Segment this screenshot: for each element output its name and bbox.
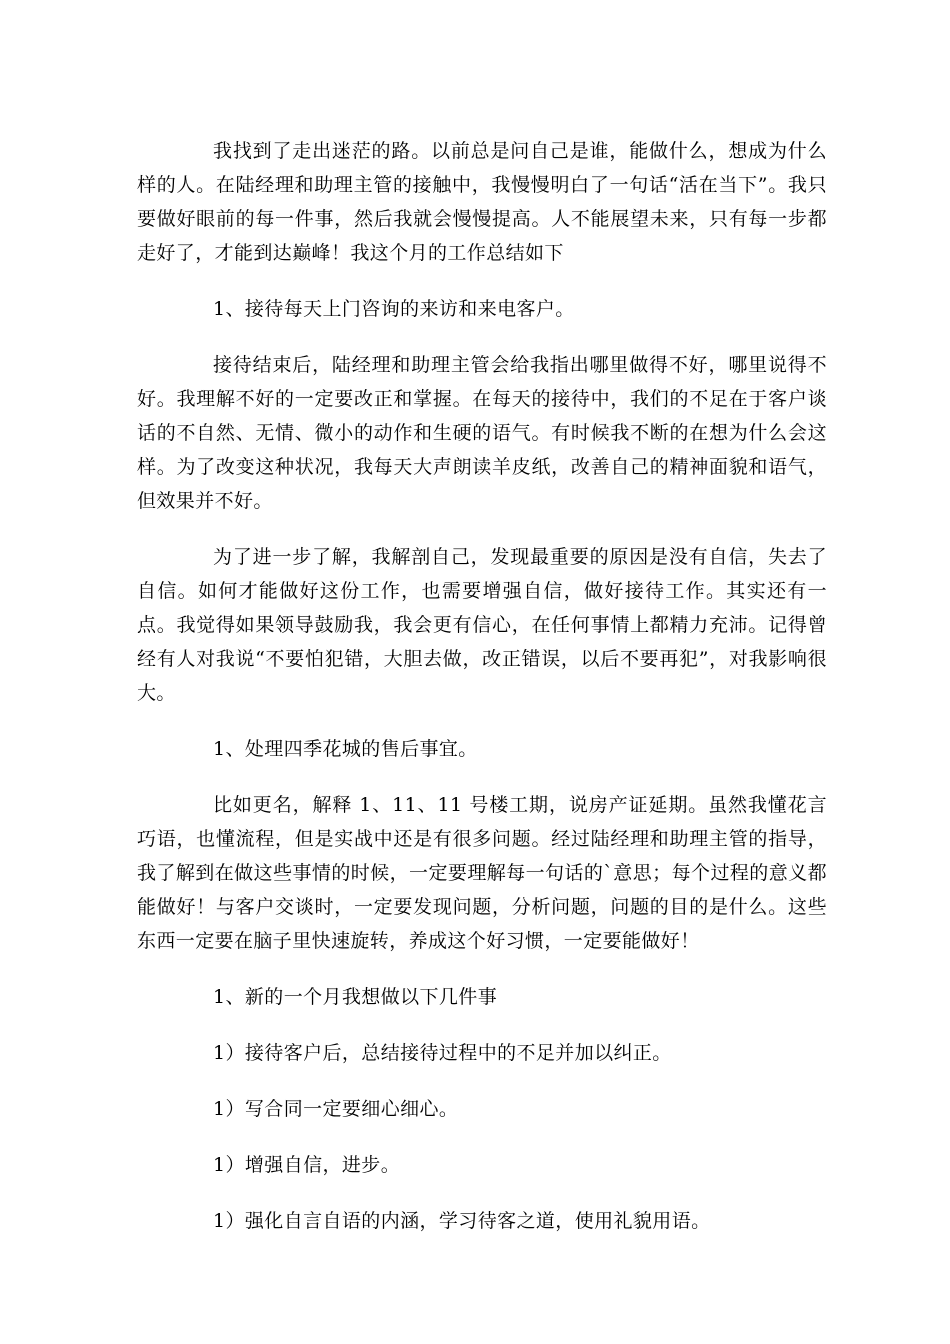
- heading-item-reception: 1、接待每天上门咨询的来访和来电客户。: [213, 298, 575, 320]
- heading-item-next-month: 1、新的一个月我想做以下几件事: [213, 986, 498, 1008]
- list-item-plan-4: 1）强化自言自语的内涵，学习待客之道，使用礼貌用语。: [213, 1210, 711, 1232]
- heading-item-after-sales: 1、处理四季花城的售后事宜。: [213, 738, 478, 760]
- list-item-plan-3: 1）增强自信，进步。: [213, 1154, 401, 1176]
- list-item-plan-2: 1）写合同一定要细心细心。: [213, 1098, 459, 1120]
- paragraph-confidence: 为了进一步了解，我解剖自己，发现最重要的原因是没有自信，失去了自信。如何才能做好这份工作，也需要增强自信，做好接待工作。其实还有一点。我觉得如果领导鼓励我，我会更有信心，在任何事情上都精力充沛。记得曾经有人对我说“不要怕犯错，大胆去做，改正错误，以后不要再犯”，对我影响很大。: [137, 546, 827, 704]
- paragraph-reception: 接待结束后，陆经理和助理主管会给我指出哪里做得不好，哪里说得不好。我理解不好的一定要改正和掌握。在每天的接待中，我们的不足在于客户谈话的不自然、无情、微小的动作和生硬的语气。有时候我不断的在想为什么会这样。为了改变这种状况，我每天大声朗读羊皮纸，改善自己的精神面貌和语气，但效果并不好。: [137, 354, 827, 512]
- paragraph-after-sales: 比如更名，解释 1、11、11 号楼工期，说房产证延期。虽然我懂花言巧语，也懂流程，但是实战中还是有很多问题。经过陆经理和助理主管的指导，我了解到在做这些事情的时候，一定要理解每一句话的`意思；每个过程的意义都能做好！与客户交谈时，一定要发现问题，分析问题，问题的目的是什么。这些东西一定要在脑子里快速旋转，养成这个好习惯，一定要能做好！: [137, 794, 827, 952]
- document-body: [137, 134, 827, 1260]
- list-item-plan-1: 1）接待客户后，总结接待过程中的不足并加以纠正。: [213, 1042, 672, 1064]
- paragraph-intro: 我找到了走出迷茫的路。以前总是问自己是谁，能做什么，想成为什么样的人。在陆经理和助理主管的接触中，我慢慢明白了一句话“活在当下”。我只要做好眼前的每一件事，然后我就会慢慢提高。人不能展望未来，只有每一步都走好了，才能到达巅峰！我这个月的工作总结如下: [137, 140, 827, 264]
